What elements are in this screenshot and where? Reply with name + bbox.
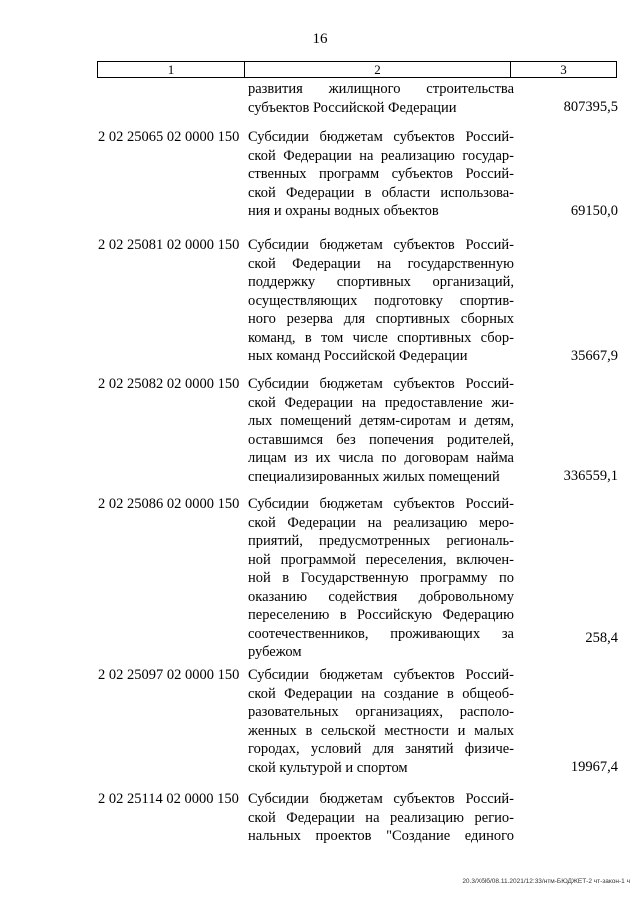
row-code: 2 02 25082 02 0000 150 (98, 376, 240, 392)
row-description (248, 375, 514, 486)
description-line: соотечественников, проживающих за (248, 625, 514, 642)
description-line: оказанию содействия добровольному (248, 588, 514, 605)
table-header-col-3: 3 (560, 62, 567, 77)
row-amount: 69150,0 (570, 203, 618, 219)
description-line: рубежом (248, 644, 302, 660)
description-line: ных команд Российской Федерации (248, 348, 468, 364)
description-line: ской Федерации на реализацию государ- (248, 147, 514, 164)
description-line: Субсидии бюджетам субъектов Россий- (248, 791, 514, 807)
row-amount: 35667,9 (570, 348, 618, 364)
description-line: специализированных жилых помещений (248, 468, 500, 485)
description-line: Субсидии бюджетам субъектов Россий- (248, 376, 514, 392)
row-amount: 19967,4 (570, 759, 618, 775)
row-amount: 807395,5 (563, 99, 618, 115)
page-number: 16 (312, 31, 328, 47)
description-line: нальных проектов "Создание единого (248, 828, 514, 844)
description-line: развития жилищного строительства (248, 81, 514, 97)
description-line: ной программой переселения, включен- (248, 551, 514, 568)
description-line: лых помещений детям-сиротам и детям, (248, 413, 514, 429)
row-description (248, 80, 514, 117)
row-description (248, 495, 514, 662)
description-line: субъектов Российской Федерации (248, 99, 457, 116)
description-line: ской Федерации на государственную (248, 255, 514, 272)
row-code: 2 02 25081 02 0000 150 (98, 237, 240, 253)
description-line: ственных программ субъектов Россий- (248, 166, 514, 182)
description-line: ской Федерации на создание в общеоб- (248, 685, 514, 702)
description-line: лицам из их числа по договорам найма (248, 450, 514, 466)
description-line: Субсидии бюджетам субъектов Россий- (248, 237, 514, 253)
description-line: поддержку спортивных организаций, (248, 274, 514, 290)
description-line: ной в Государственную программу по (248, 570, 514, 586)
table-header-col-2: 2 (245, 62, 511, 77)
description-line: женных в сельской местности и малых (248, 722, 514, 739)
row-code: 2 02 25086 02 0000 150 (98, 496, 240, 512)
description-line: ской Федерации в области использова- (248, 184, 514, 201)
row-amount: 336559,1 (563, 468, 618, 484)
description-line: разовательных организациях, располо- (248, 704, 514, 720)
footer-stamp: 20.3/Xбlб/08.11.2021/12:33/нтм-БЮДЖЕТ-2 чт-закон-1 ч (462, 878, 630, 885)
description-line: оставшимся без попечения родителей, (248, 431, 514, 448)
description-line: ской культурой и спортом (248, 759, 408, 776)
row-description (248, 236, 514, 366)
table-header (97, 61, 617, 78)
description-line: ния и охраны водных объектов (248, 203, 439, 219)
description-line: Субсидии бюджетам субъектов Россий- (248, 129, 514, 145)
description-line: ской Федерации на реализацию меро- (248, 514, 514, 531)
row-description (248, 790, 514, 846)
row-code: 2 02 25114 02 0000 150 (98, 791, 239, 807)
description-line: команд, в том числе спортивных сбор- (248, 329, 514, 346)
description-line: ного резерва для спортивных сборных (248, 311, 514, 327)
row-code: 2 02 25065 02 0000 150 (98, 129, 240, 145)
description-line: Субсидии бюджетам субъектов Россий- (248, 667, 514, 683)
row-description (248, 666, 514, 777)
description-line: ской Федерации на реализацию регио- (248, 809, 514, 826)
description-line: осуществляющих подготовку спортив- (248, 292, 514, 309)
description-line: Субсидии бюджетам субъектов Россий- (248, 496, 514, 512)
description-line: переселению в Российскую Федерацию (248, 607, 514, 623)
description-line: городах, условий для занятий физиче- (248, 741, 514, 757)
description-line: приятий, предусмотренных региональ- (248, 533, 514, 549)
row-code: 2 02 25097 02 0000 150 (98, 667, 240, 683)
row-description (248, 128, 514, 221)
table-header-col-1: 1 (98, 62, 245, 77)
row-amount: 258,4 (585, 630, 618, 646)
description-line: ской Федерации на предоставление жи- (248, 394, 514, 411)
